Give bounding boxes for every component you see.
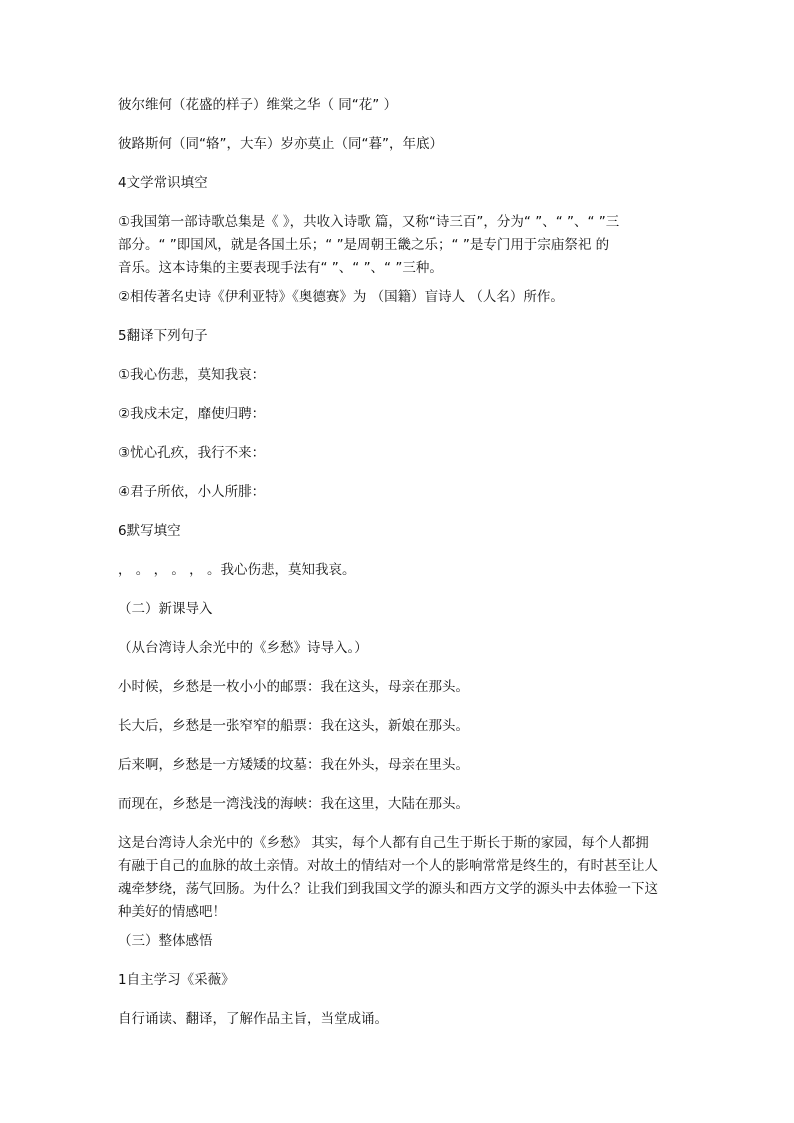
- text-line: ④君子所依，小人所腓：: [118, 484, 266, 500]
- section-heading: 6默写填空: [118, 523, 181, 539]
- text-line: 音乐。这本诗集的主要表现手法有“ ”、“ ”、“ ”三种。: [118, 260, 443, 276]
- section-heading: 4文学常识填空: [118, 175, 208, 191]
- text-line: 彼路斯何（同“辂”，大车）岁亦莫止（同“暮”，年底）: [118, 136, 443, 152]
- text-line: 小时候，乡愁是一枚小小的邮票：我在这头，母亲在那头。: [118, 679, 469, 695]
- text-line: 长大后，乡愁是一张窄窄的船票：我在这头，新娘在那头。: [118, 718, 469, 734]
- section-heading: （三）整体感悟: [118, 933, 213, 949]
- text-line: 后来啊，乡愁是一方矮矮的坟墓：我在外头，母亲在里头。: [118, 757, 469, 773]
- text-line: 种美好的情感吧！: [118, 904, 226, 920]
- text-line: ， 。 ， 。 ， 。我心伤悲，莫知我哀。: [118, 562, 356, 578]
- text-line: 而现在，乡愁是一湾浅浅的海峡：我在这里，大陆在那头。: [118, 796, 469, 812]
- text-line: 有融于自己的血脉的故土亲情。对故土的情结对一个人的影响常常是终生的，有时甚至让人: [118, 858, 658, 874]
- section-heading: 1自主学习《采薇》: [118, 972, 235, 988]
- text-line: ③忧心孔疚，我行不来：: [118, 445, 266, 461]
- text-line: （从台湾诗人余光中的《乡愁》诗导入。）: [118, 640, 368, 656]
- text-line: 部分。“ ”即国风，就是各国土乐；“ ”是周朝王畿之乐；“ ”是专门用于宗庙祭祀 的: [118, 237, 610, 253]
- paragraph: [118, 832, 678, 924]
- text-line: ①我国第一部诗歌总集是《 》，共收入诗歌 篇，又称“诗三百”，分为“ ”、“ ”、“ ”三: [118, 214, 620, 230]
- text-line: 彼尔维何（花盛的样子）维棠之华（ 同“花” ）: [118, 97, 398, 113]
- text-line: ①我心伤悲，莫知我哀：: [118, 367, 266, 383]
- text-line: 魂牵梦绕，荡气回肠。为什么？让我们到我国文学的源头和西方文学的源头中去体验一下这: [118, 881, 658, 897]
- text-line: 这是台湾诗人余光中的《乡愁》 其实，每个人都有自己生于斯长于斯的家园，每个人都拥: [118, 835, 649, 851]
- text-line: 自行诵读、翻译，了解作品主旨，当堂成诵。: [118, 1011, 388, 1027]
- paragraph: [118, 211, 678, 280]
- text-line: ②我戍未定，靡使归聘：: [118, 406, 266, 422]
- section-heading: 5翻译下列句子: [118, 328, 208, 344]
- text-line: ②相传著名史诗《伊利亚特》《奥德赛》为 （国籍）盲诗人 （人名）所作。: [118, 289, 564, 305]
- section-heading: （二）新课导入: [118, 601, 213, 617]
